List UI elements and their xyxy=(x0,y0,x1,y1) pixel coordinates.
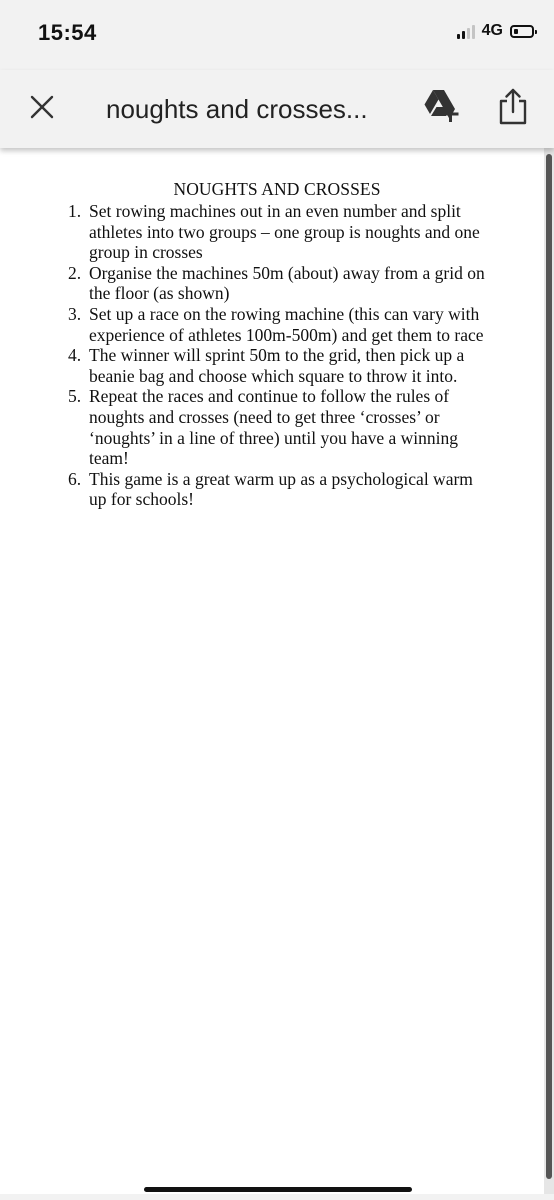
status-time: 15:54 xyxy=(38,20,97,45)
list-item-line: noughts and crosses (need to get three ‘crosses’ or xyxy=(89,406,440,427)
status-bar xyxy=(0,0,554,70)
list-item xyxy=(68,386,486,468)
close-icon xyxy=(27,92,57,122)
list-item-line: the floor (as shown) xyxy=(89,283,230,304)
drive-add-icon xyxy=(422,86,462,126)
add-to-drive-button[interactable] xyxy=(422,86,462,126)
list-item-number: 6. xyxy=(68,468,82,489)
list-item-line: athletes into two groups – one group is noughts and one xyxy=(89,221,480,242)
list-item xyxy=(68,304,486,345)
scrollbar-track xyxy=(544,148,554,1194)
list-item-line: Organise the machines 50m (about) away from a grid on xyxy=(89,262,485,283)
signal-icon xyxy=(457,23,475,39)
list-item-number: 2. xyxy=(68,262,82,283)
app-bar xyxy=(0,70,554,148)
home-indicator xyxy=(144,1187,412,1192)
list-item-line: group in crosses xyxy=(89,242,203,263)
list-item-line: beanie bag and choose which square to throw it into. xyxy=(89,365,458,386)
list-item-line: experience of athletes 100m-500m) and get them to race xyxy=(89,324,484,345)
list-item xyxy=(68,469,486,510)
document-heading: NOUGHTS AND CROSSES xyxy=(173,179,381,199)
list-item-number: 3. xyxy=(68,303,82,324)
list-item-number: 5. xyxy=(68,386,82,407)
document-title: noughts and crosses... xyxy=(106,94,368,124)
close-button[interactable] xyxy=(27,92,57,122)
status-indicators xyxy=(457,22,534,40)
list-item-line: Repeat the races and continue to follow the rules of xyxy=(89,386,450,407)
list-item-line: Set rowing machines out in an even number and split xyxy=(89,201,461,221)
list-item xyxy=(68,263,486,304)
list-item-line: Set up a race on the rowing machine (this can vary with xyxy=(89,303,480,324)
list-item-line: This game is a great warm up as a psychological warm xyxy=(89,468,473,489)
list-item-number: 1. xyxy=(68,201,82,221)
list-item-number: 4. xyxy=(68,345,82,366)
list-item xyxy=(68,345,486,386)
list-item-line: The winner will sprint 50m to the grid, then pick up a xyxy=(89,345,465,366)
list-item-line: up for schools! xyxy=(89,489,194,510)
document-page xyxy=(0,148,544,1194)
scrollbar-thumb[interactable] xyxy=(546,154,552,1179)
list-item xyxy=(68,201,486,263)
list-item-line: team! xyxy=(89,448,129,469)
instruction-list xyxy=(68,201,486,510)
share-button[interactable] xyxy=(496,86,530,126)
network-type: 4G xyxy=(481,22,503,39)
share-icon xyxy=(496,86,530,126)
battery-icon xyxy=(510,25,534,38)
list-item-line: ‘noughts’ in a line of three) until you have a winning xyxy=(89,427,459,448)
